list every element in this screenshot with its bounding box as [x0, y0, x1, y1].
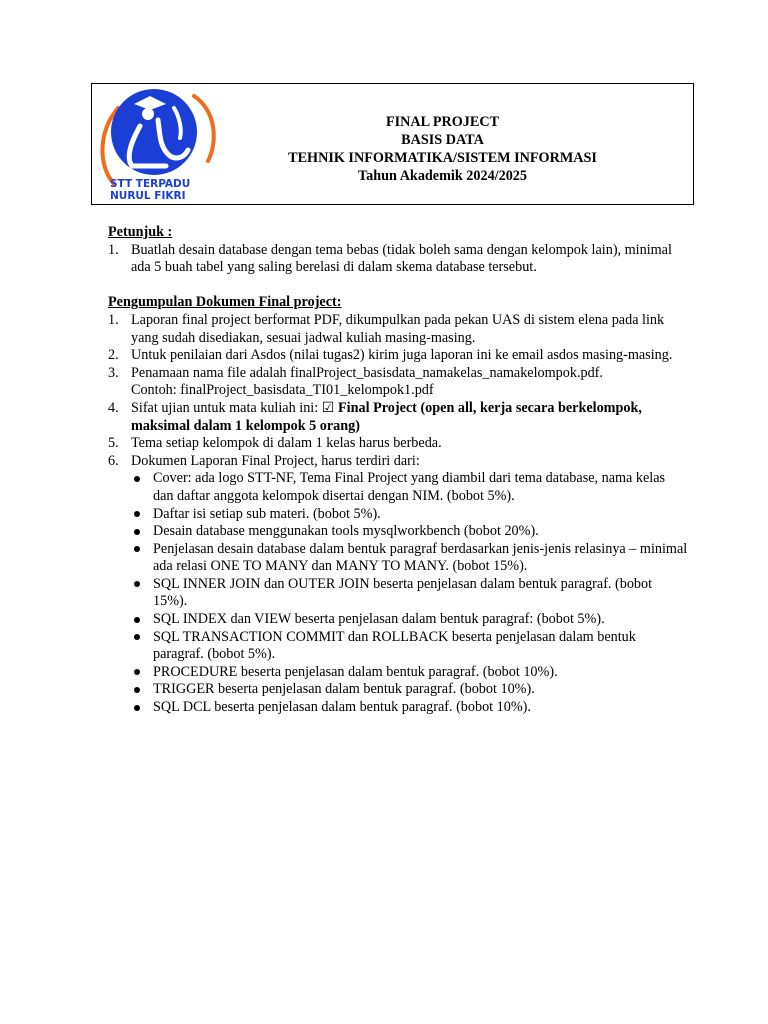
item-number: 3. — [108, 364, 119, 381]
bullet-item: Penjelasan desain database dalam bentuk paragraf berdasarkan jenis-jenis relasinya – minimal ada relasi ONE TO MANY dan MANY TO MANY. (bobot 15%). — [131, 541, 688, 576]
item-text: Dokumen Laporan Final Project, harus terdiri dari: — [131, 452, 420, 469]
header-line-3: TEHNIK INFORMATIKA/SISTEM INFORMASI — [288, 150, 597, 166]
item-text: Sifat ujian untuk mata kuliah ini: ☑ — [131, 399, 338, 416]
item-number: 1. — [108, 241, 119, 258]
list-item — [108, 453, 688, 717]
bullet-item: Daftar isi setiap sub materi. (bobot 5%). — [131, 506, 688, 524]
bullet-item: PROCEDURE beserta penjelasan dalam bentuk paragraf. (bobot 10%). — [131, 664, 688, 682]
pengumpulan-list — [108, 312, 688, 717]
bullet-item: Cover: ada logo STT-NF, Tema Final Project yang diambil dari tema database, nama kelas dan daftar anggota kelompok disertai dengan NIM. (bobot 5%). — [131, 470, 688, 505]
item-text: Untuk penilaian dari Asdos (nilai tugas2) kirim juga laporan ini ke email asdos masing-masing. — [131, 347, 673, 364]
bullet-item: SQL INNER JOIN dan OUTER JOIN beserta penjelasan dalam bentuk paragraf. (bobot 15%). — [131, 576, 688, 611]
petunjuk-title: Petunjuk : — [108, 224, 173, 240]
bullet-item: SQL TRANSACTION COMMIT dan ROLLBACK beserta penjelasan dalam bentuk paragraf. (bobot 5%). — [131, 629, 688, 664]
header-line-1: FINAL PROJECT — [385, 114, 500, 130]
item-number: 4. — [108, 399, 119, 416]
petunjuk-list — [108, 242, 688, 277]
header-box — [91, 83, 694, 205]
list-item — [108, 312, 688, 347]
bullet-item: Desain database menggunakan tools mysqlworkbench (bobot 20%). — [131, 523, 688, 541]
logo-text-line2: NURUL FIKRI — [110, 190, 186, 202]
stt-nf-logo — [96, 86, 218, 204]
list-item — [108, 242, 688, 277]
item-example: Contoh: finalProject_basisdata_TI01_kelompok1.pdf — [131, 382, 434, 399]
item-bold-text: Final Project (open all, kerja secara berkelompok, maksimal dalam 1 kelompok 5 orang) — [131, 399, 642, 434]
item-number: 1. — [108, 311, 119, 328]
header-line-4: Tahun Akademik 2024/2025 — [358, 168, 527, 184]
item-number: 2. — [108, 347, 119, 364]
item-number: 5. — [108, 435, 119, 452]
logo-text-line1: STT TERPADU — [110, 178, 191, 190]
list-item — [108, 435, 688, 453]
bullet-item: TRIGGER beserta penjelasan dalam bentuk paragraf. (bobot 10%). — [131, 681, 688, 699]
item-number: 6. — [108, 452, 119, 469]
item-text: Tema setiap kelompok di dalam 1 kelas harus berbeda. — [131, 435, 442, 452]
list-item — [108, 400, 688, 435]
item-text: Laporan final project berformat PDF, dikumpulkan pada pekan UAS di sistem elena pada link yang sudah disediakan, sesuai jadwal kuliah masing-masing. — [131, 311, 665, 346]
item-text: Penamaan nama file adalah finalProject_basisdata_namakelas_namakelompok.pdf. — [131, 364, 603, 381]
laporan-components-list — [131, 470, 688, 716]
bullet-item: SQL DCL beserta penjelasan dalam bentuk paragraf. (bobot 10%). — [131, 699, 688, 717]
list-item — [108, 347, 688, 365]
list-item — [108, 365, 688, 400]
pengumpulan-title: Pengumpulan Dokumen Final project: — [108, 294, 342, 311]
item-text: Buatlah desain database dengan tema bebas (tidak boleh sama dengan kelompok lain), minimal ada 5 buah tabel yang saling berelasi di dalam skema database tersebut. — [131, 241, 672, 276]
document-body — [108, 224, 688, 717]
header-title-block — [222, 113, 693, 185]
header-line-2: BASIS DATA — [401, 132, 484, 148]
bullet-item: SQL INDEX dan VIEW beserta penjelasan dalam bentuk paragraf: (bobot 5%). — [131, 611, 688, 629]
